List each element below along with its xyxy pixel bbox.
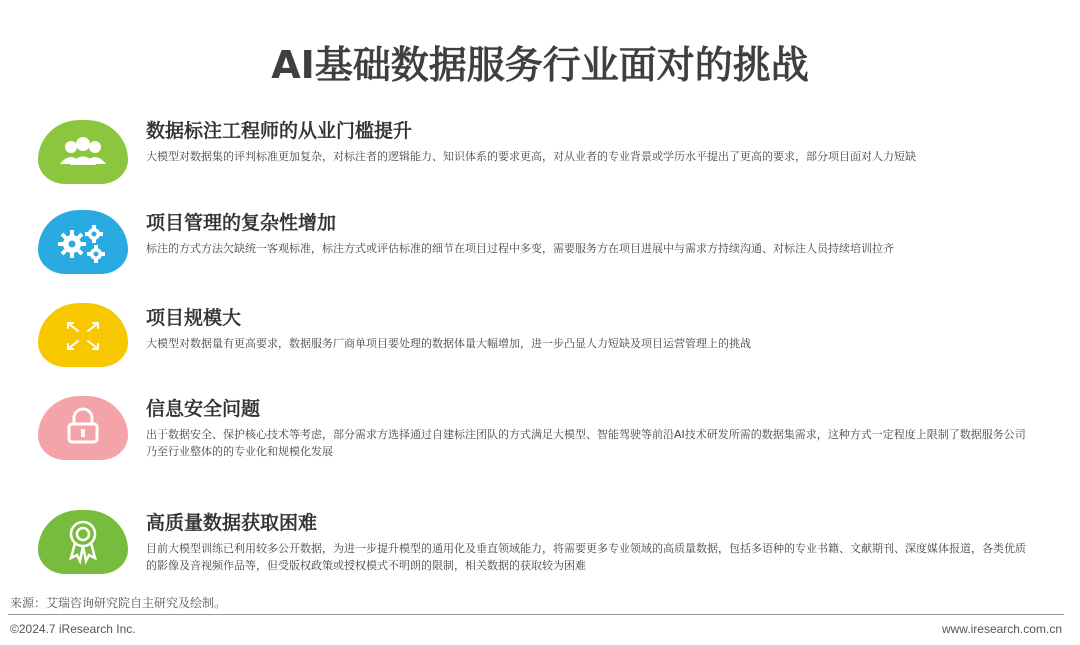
page-title: AI基础数据服务行业面对的挑战 [271,43,809,87]
expand-arrows-icon [38,303,128,367]
copyright-text: ©2024.7 iResearch Inc. [10,622,136,636]
item-description: 大模型对数据量有更高要求，数据服务厂商单项目要处理的数据体量大幅增加，进一步凸显人力短缺及项目运营管理上的挑战 [146,337,751,350]
item-title: 项目规模大 [146,307,242,329]
source-note: 来源：艾瑞咨询研究院自主研究及绘制。 [10,596,227,610]
footer-divider [8,614,1064,615]
item-title: 信息安全问题 [146,398,261,420]
item-description: 大模型对数据集的评判标准更加复杂，对标注者的逻辑能力、知识体系的要求更高，对从业者的专业背景或学历水平提出了更高的要求，部分项目面对人力短缺 [146,150,916,163]
badge-icon [38,510,128,574]
lock-icon [38,396,128,460]
website-link[interactable]: www.iresearch.com.cn [941,622,1062,636]
gears-icon [38,210,128,274]
item-description: 目前大模型训练已利用较多公开数据，为进一步提升模型的通用化及垂直领域能力，将需要更多专业领域的高质量数据，包括多语种的专业书籍、文献期刊、深度媒体报道，各类优质的影像及音视频作品等，但受版权政策或授权模式不明朗的限制，相关数据的获取较为困难 [146,542,1026,572]
item-description: 标注的方式方法欠缺统一客观标准，标注方式或评估标准的细节在项目过程中多变，需要服务方在项目进展中与需求方持续沟通、对标注人员持续培训拉齐 [146,242,894,255]
item-description: 出于数据安全、保护核心技术等考虑，部分需求方选择通过自建标注团队的方式满足大模型、智能驾驶等前沿AI技术研发所需的数据集需求，这种方式一定程度上限制了数据服务公司乃至行业整体的的专业化和规模化发展 [146,428,1026,458]
item-title: 高质量数据获取困难 [146,512,318,534]
item-title: 数据标注工程师的从业门槛提升 [146,120,413,142]
item-title: 项目管理的复杂性增加 [146,212,337,234]
people-icon [38,120,128,184]
